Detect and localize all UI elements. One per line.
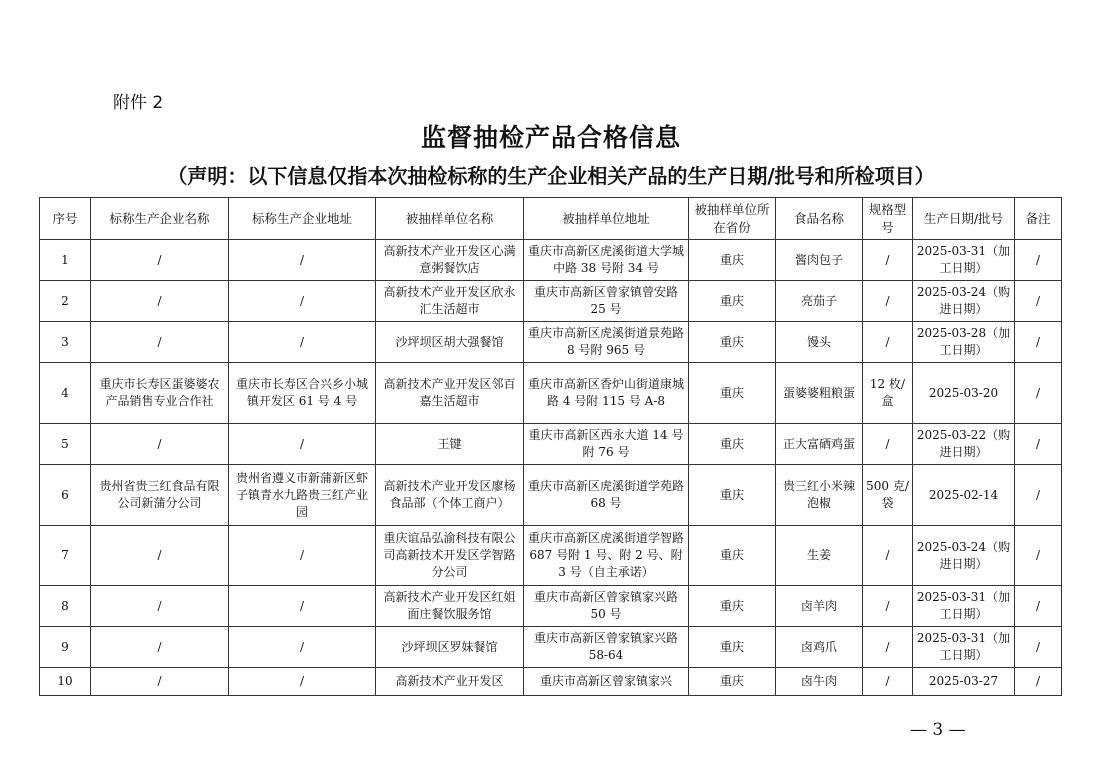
table-cell: 馒头 <box>776 322 863 363</box>
table-cell: 高新技术产业开发区廖杨食品部（个体工商户） <box>376 465 524 526</box>
table-cell: 重庆 <box>689 240 776 281</box>
table-cell: 重庆 <box>689 627 776 668</box>
table-cell: / <box>1015 240 1062 281</box>
table-cell: / <box>229 668 376 696</box>
table-cell: 高新技术产业开发区邻百嘉生活超市 <box>376 363 524 424</box>
table-cell: 贵州省贵三红食品有限公司新蒲分公司 <box>91 465 229 526</box>
table-cell: 重庆市高新区虎溪街道学智路 687 号附 1 号、附 2 号、附 3 号（自主承诺） <box>524 526 689 586</box>
table-cell: / <box>91 281 229 322</box>
table-row <box>40 281 1062 322</box>
table-cell: 卤羊肉 <box>776 586 863 627</box>
table-cell: 重庆 <box>689 424 776 465</box>
header-cell: 规格型号 <box>863 198 913 240</box>
table-cell: / <box>229 322 376 363</box>
table-cell: / <box>229 281 376 322</box>
table-cell: / <box>91 322 229 363</box>
table-cell: 重庆 <box>689 586 776 627</box>
page-title: 监督抽检产品合格信息 <box>420 123 681 152</box>
table-cell: / <box>1015 627 1062 668</box>
table-header-row <box>40 198 1062 240</box>
table-cell: 6 <box>40 465 91 526</box>
header-cell: 标称生产企业名称 <box>91 198 229 240</box>
table-cell: 正大富硒鸡蛋 <box>776 424 863 465</box>
table-cell: 高新技术产业开发区心满意粥餐饮店 <box>376 240 524 281</box>
table-cell: 7 <box>40 526 91 586</box>
table-cell: / <box>229 526 376 586</box>
table-cell: 高新技术产业开发区 <box>376 668 524 696</box>
table-cell: / <box>863 627 913 668</box>
table-row <box>40 526 1062 586</box>
table-cell: / <box>863 668 913 696</box>
table-cell: / <box>91 240 229 281</box>
table-cell: 500 克/袋 <box>863 465 913 526</box>
header-cell: 被抽样单位所在省份 <box>689 198 776 240</box>
table-cell: / <box>1015 526 1062 586</box>
table-cell: / <box>1015 424 1062 465</box>
table-row <box>40 240 1062 281</box>
table-cell: 重庆市高新区香炉山街道康城路 4 号附 115 号 A-8 <box>524 363 689 424</box>
table-cell: 2025-02-14 <box>913 465 1015 526</box>
page-number: — 3 — <box>910 720 966 740</box>
table-cell: 重庆市高新区虎溪街道景苑路 8 号附 965 号 <box>524 322 689 363</box>
table-cell: / <box>863 322 913 363</box>
table-cell: 3 <box>40 322 91 363</box>
table-cell: 12 枚/盒 <box>863 363 913 424</box>
table-cell: 高新技术产业开发区红姐面庄餐饮服务馆 <box>376 586 524 627</box>
table-cell: 重庆市高新区虎溪街道学苑路 68 号 <box>524 465 689 526</box>
table-cell: / <box>1015 586 1062 627</box>
table-cell: / <box>229 586 376 627</box>
table-row <box>40 627 1062 668</box>
table-cell: 高新技术产业开发区欣永汇生活超市 <box>376 281 524 322</box>
table-cell: / <box>91 526 229 586</box>
table-cell: / <box>863 586 913 627</box>
table-cell: 2025-03-31（加工日期） <box>913 627 1015 668</box>
table-cell: 重庆谊品弘渝科技有限公司高新技术开发区学智路分公司 <box>376 526 524 586</box>
table-cell: 重庆 <box>689 465 776 526</box>
table-cell: 重庆市高新区曾家镇家兴 <box>524 668 689 696</box>
table-cell: / <box>1015 465 1062 526</box>
table-cell: 重庆市高新区曾家镇家兴路 50 号 <box>524 586 689 627</box>
attachment-label: 附件 2 <box>113 93 164 113</box>
table-cell: 重庆市高新区西永大道 14 号附 76 号 <box>524 424 689 465</box>
table-cell: / <box>229 240 376 281</box>
table-cell: / <box>863 526 913 586</box>
table-cell: / <box>229 627 376 668</box>
table-cell: 2025-03-22（购进日期） <box>913 424 1015 465</box>
table-cell: 10 <box>40 668 91 696</box>
table-cell: 2025-03-28（加工日期） <box>913 322 1015 363</box>
table-cell: 5 <box>40 424 91 465</box>
page-subtitle: （声明：以下信息仅指本次抽检标称的生产企业相关产品的生产日期/批号和所检项目） <box>167 164 935 188</box>
table-cell: / <box>91 627 229 668</box>
header-cell: 备注 <box>1015 198 1062 240</box>
table-cell: 2025-03-24（购进日期） <box>913 526 1015 586</box>
header-cell: 被抽样单位地址 <box>524 198 689 240</box>
table-cell: 重庆 <box>689 668 776 696</box>
table-row <box>40 586 1062 627</box>
table-cell: 2025-03-31（加工日期） <box>913 240 1015 281</box>
table-cell: 重庆市高新区曾家镇家兴路 58-64 <box>524 627 689 668</box>
header-cell: 食品名称 <box>776 198 863 240</box>
table-cell: / <box>1015 363 1062 424</box>
table-cell: 沙坪坝区罗妹餐馆 <box>376 627 524 668</box>
table-cell: 重庆 <box>689 526 776 586</box>
table-cell: 酱肉包子 <box>776 240 863 281</box>
table-cell: 重庆 <box>689 281 776 322</box>
table-cell: 卤鸡爪 <box>776 627 863 668</box>
header-cell: 序号 <box>40 198 91 240</box>
header-cell: 被抽样单位名称 <box>376 198 524 240</box>
table-cell: 卤牛肉 <box>776 668 863 696</box>
table-cell: 2025-03-24（购进日期） <box>913 281 1015 322</box>
table-row <box>40 424 1062 465</box>
header-cell: 标称生产企业地址 <box>229 198 376 240</box>
table-cell: / <box>229 424 376 465</box>
table-cell: 贵州省遵义市新蒲新区虾子镇青水九路贵三红产业园 <box>229 465 376 526</box>
table-cell: 重庆市长寿区合兴乡小城镇开发区 61 号 4 号 <box>229 363 376 424</box>
table-cell: 蛋婆婆粗粮蛋 <box>776 363 863 424</box>
table-row <box>40 465 1062 526</box>
table-row <box>40 363 1062 424</box>
table-cell: / <box>91 668 229 696</box>
table-cell: 重庆 <box>689 322 776 363</box>
table-cell: 亮茄子 <box>776 281 863 322</box>
table-cell: 2 <box>40 281 91 322</box>
table-cell: 2025-03-20 <box>913 363 1015 424</box>
table-cell: 生姜 <box>776 526 863 586</box>
table-cell: 2025-03-31（加工日期） <box>913 586 1015 627</box>
table-cell: 重庆市高新区曾家镇曾安路 25 号 <box>524 281 689 322</box>
table-cell: 沙坪坝区胡大强餐馆 <box>376 322 524 363</box>
table-cell: / <box>863 424 913 465</box>
table-cell: 8 <box>40 586 91 627</box>
table-cell: 重庆 <box>689 363 776 424</box>
table-cell: 重庆市高新区虎溪街道大学城中路 38 号附 34 号 <box>524 240 689 281</box>
table-cell: 1 <box>40 240 91 281</box>
table-cell: 9 <box>40 627 91 668</box>
table-cell: 重庆市长寿区蛋婆婆农产品销售专业合作社 <box>91 363 229 424</box>
table-cell: / <box>1015 281 1062 322</box>
inspection-table <box>39 197 1062 696</box>
table-cell: 王键 <box>376 424 524 465</box>
table-cell: 2025-03-27 <box>913 668 1015 696</box>
table-cell: / <box>863 281 913 322</box>
table-cell: 贵三红小米辣泡椒 <box>776 465 863 526</box>
table-cell: / <box>91 586 229 627</box>
table-cell: / <box>863 240 913 281</box>
table-cell: / <box>91 424 229 465</box>
table-cell: / <box>1015 668 1062 696</box>
table-row <box>40 668 1062 696</box>
header-cell: 生产日期/批号 <box>913 198 1015 240</box>
table-row <box>40 322 1062 363</box>
table-cell: 4 <box>40 363 91 424</box>
table-cell: / <box>1015 322 1062 363</box>
